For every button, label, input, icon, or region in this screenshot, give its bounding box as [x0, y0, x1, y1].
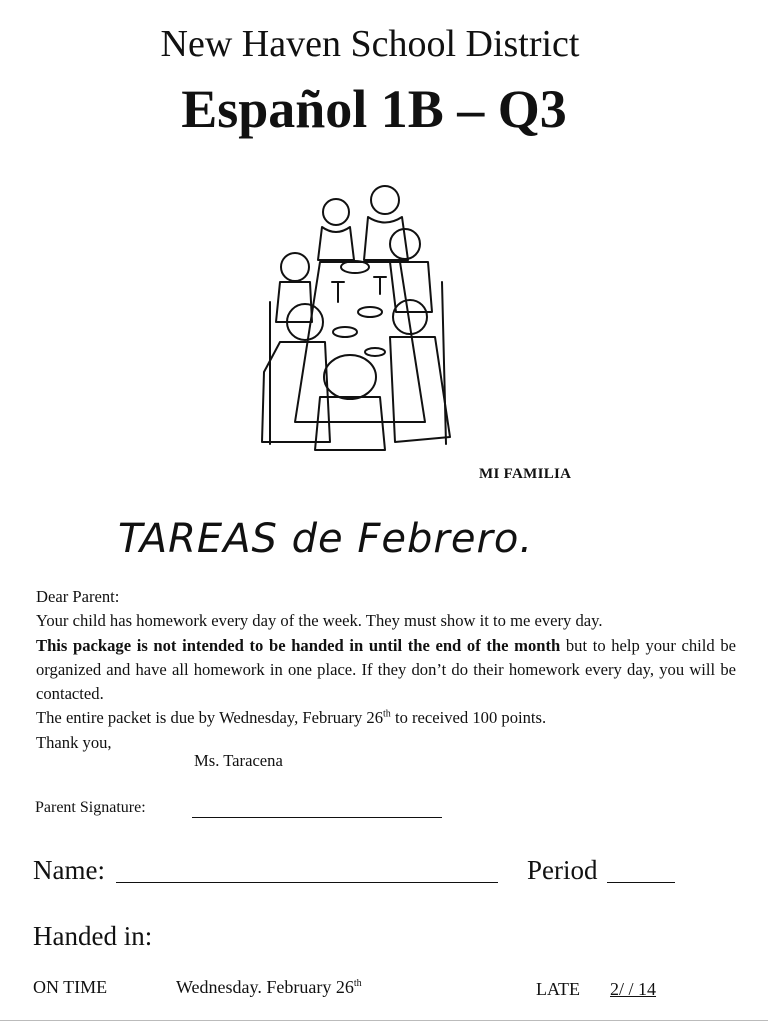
name-label: Name:: [33, 855, 105, 885]
period-field-line[interactable]: [607, 882, 675, 883]
due-after: to received 100 points.: [390, 708, 547, 728]
teacher-signature: Ms. Taracena: [194, 751, 283, 770]
letter-thanks: Thank you,: [36, 732, 112, 752]
period-label: Period: [527, 855, 598, 885]
letter-after-bold: but to help your child be organized and have all homework in one place. If they don’t do their homework every day, you will be contacted.: [36, 635, 736, 704]
course-title: Español 1B – Q3: [181, 79, 567, 139]
due-date-sup: th: [353, 978, 362, 989]
on-time-label: ON TIME: [33, 977, 108, 997]
parent-letter: [36, 585, 736, 755]
letter-line-1: Your child has homework every day of the week. They must show it to me every day.: [36, 611, 603, 631]
district-title: New Haven School District: [160, 23, 580, 65]
illustration-caption: MI FAMILIA: [479, 466, 572, 482]
late-date: 2/ / 14: [610, 979, 657, 999]
name-field-line[interactable]: [116, 882, 498, 883]
due-date-text: [176, 977, 362, 998]
letter-greeting: Dear Parent:: [36, 587, 120, 606]
handwritten-title: TAREAS de Febrero.: [118, 516, 534, 562]
page-bottom-rule: [0, 1020, 768, 1021]
letter-bold-notice: This package is not intended to be handed in until the end of the month: [36, 635, 561, 655]
parent-signature-label: Parent Signature:: [35, 799, 146, 816]
due-date-main: Wednesday. February 26: [176, 977, 354, 997]
handed-in-label: Handed in:: [33, 921, 153, 951]
letter-paragraph: [36, 634, 736, 707]
due-sup: th: [383, 708, 391, 720]
late-label: LATE: [536, 979, 580, 999]
parent-signature-line[interactable]: [192, 817, 442, 818]
due-before: The entire packet is due by Wednesday, February 26: [36, 708, 384, 728]
family-dinner-illustration: [250, 182, 462, 456]
letter-due-line: [36, 706, 736, 730]
